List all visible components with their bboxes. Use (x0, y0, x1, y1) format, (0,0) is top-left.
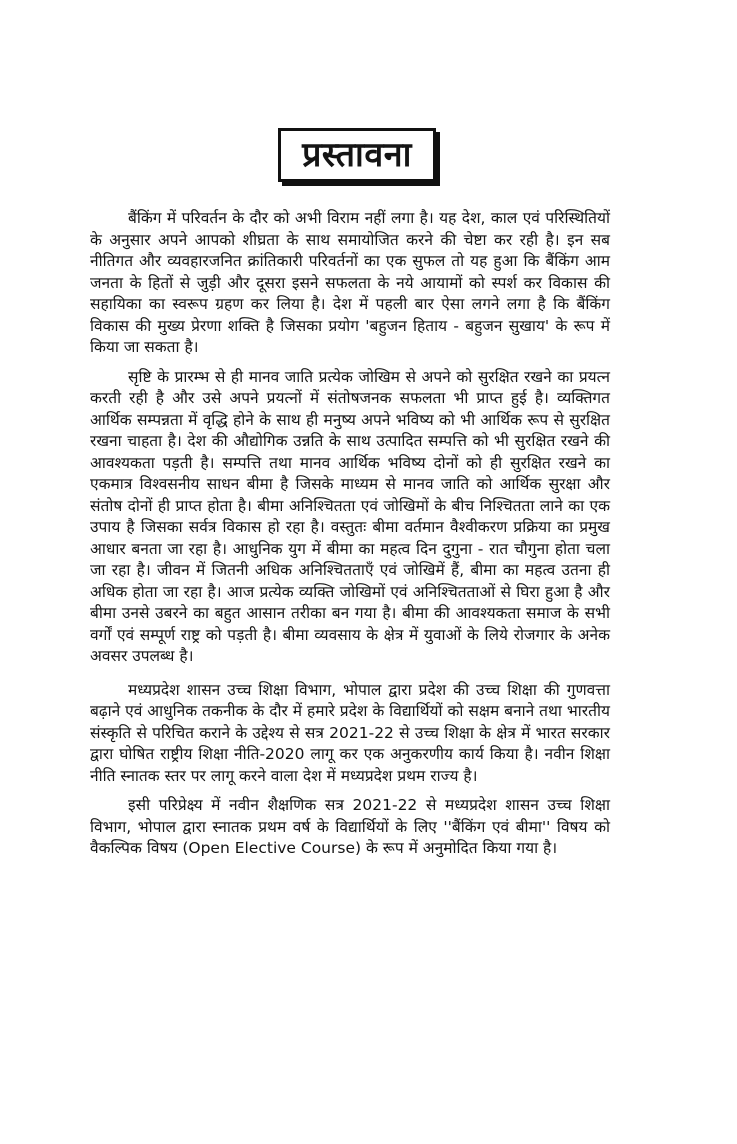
paragraph-banking-change: बैंकिंग में परिवर्तन के दौर को अभी विराम नहीं लगा है। यह देश, काल एवं परिस्थितियों के अनुसार अपने आपको शीघ्रता के साथ समायोजित करने की चेष्टा कर रही है। इन सब नीतिगत और व्यवहारजनित क्रांतिकारी परिवर्तनों का एक सुफल तो यह हुआ कि बैंकिंग आम जनता के हितों से जुड़ी और दूसरा इसने सफलता के नये आयामों को स्पर्श कर विकास की सहायिका का स्वरूप ग्रहण कर लिया है। देश में पहली बार ऐसा लगने लगा है कि बैंकिंग विकास की मुख्य प्रेरणा शक्ति है जिसका प्रयोग 'बहुजन हिताय - बहुजन सुखाय' के रूप में किया जा सकता है। (90, 209, 610, 356)
paragraph-course-approval: इसी परिप्रेक्ष्य में नवीन शैक्षणिक सत्र 2021-22 से मध्यप्रदेश शासन उच्च शिक्षा विभाग, भोपाल द्वारा स्नातक प्रथम वर्ष के विद्यार्थियों के लिए ''बैंकिंग एवं बीमा'' विषय को वैकल्पिक विषय (Open Elective Course) के रूप में अनुमोदित किया गया है। (90, 796, 610, 857)
preface-body (90, 208, 610, 868)
paragraph-mp-education: मध्यप्रदेश शासन उच्च शिक्षा विभाग, भोपाल द्वारा प्रदेश की उच्च शिक्षा की गुणवत्ता बढ़ाने एवं आधुनिक तकनीक के दौर में हमारे प्रदेश के विद्यार्थियों को सक्षम बनाने तथा भारतीय संस्कृति से परिचित कराने के उद्देश्य से सत्र 2021-22 से उच्च शिक्षा के क्षेत्र में भारत सरकार द्वारा घोषित राष्ट्रीय शिक्षा नीति-2020 लागू कर एक अनुकरणीय कार्य किया है। नवीन शिक्षा नीति स्नातक स्तर पर लागू करने वाला देश में मध्यप्रदेश प्रथम राज्य है। (90, 680, 610, 785)
paragraph-insurance: सृष्टि के प्रारम्भ से ही मानव जाति प्रत्येक जोखिम से अपने को सुरक्षित रखने का प्रयत्न करती रही है और उसे अपने प्रयत्नों में संतोषजनक सफलता भी प्राप्त हुई है। व्यक्तिगत आर्थिक सम्पन्नता में वृद्धि होने के साथ ही मनुष्य अपने भविष्य को भी आर्थिक रूप से सुरक्षित रखना चाहता है। देश की औद्योगिक उन्नति के साथ उत्पादित सम्पत्ति को भी सुरक्षित रखने की आवश्यकता पड़ती है। सम्पत्ति तथा मानव आर्थिक भविष्य दोनों को ही सुरक्षित रखने का एकमात्र विश्वसनीय साधन बीमा है जिसके माध्यम से मानव जाति को आर्थिक सुरक्षा और संतोष दोनों ही प्राप्त होता है। बीमा अनिश्चितता एवं जोखिमों के बीच निश्चितता लाने का एक उपाय है जिसका सर्वत्र विकास हो रहा है। वस्तुतः बीमा वर्तमान वैश्वीकरण प्रक्रिया का प्रमुख आधार बनता जा रहा है। आधुनिक युग में बीमा का महत्व दिन दुगुना - रात चौगुना होता चला जा रहा है। जीवन में जितनी अधिक अनिश्चितताएँ एवं जोखिमें हैं, बीमा का महत्व उतना ही अधिक होता जा रहा है। आज प्रत्येक व्यक्ति जोखिमों एवं अनिश्चितताओं से घिरा हुआ है और बीमा उनसे उबरने का बहुत आसान तरीका बन गया है। बीमा की आवश्यकता समाज के सभी वर्गों एवं सम्पूर्ण राष्ट्र को पड़ती है। बीमा व्यवसाय के क्षेत्र में युवाओं के लिये रोजगार के अनेक अवसर उपलब्ध है। (90, 367, 610, 665)
page-title: प्रस्तावना (278, 128, 436, 182)
